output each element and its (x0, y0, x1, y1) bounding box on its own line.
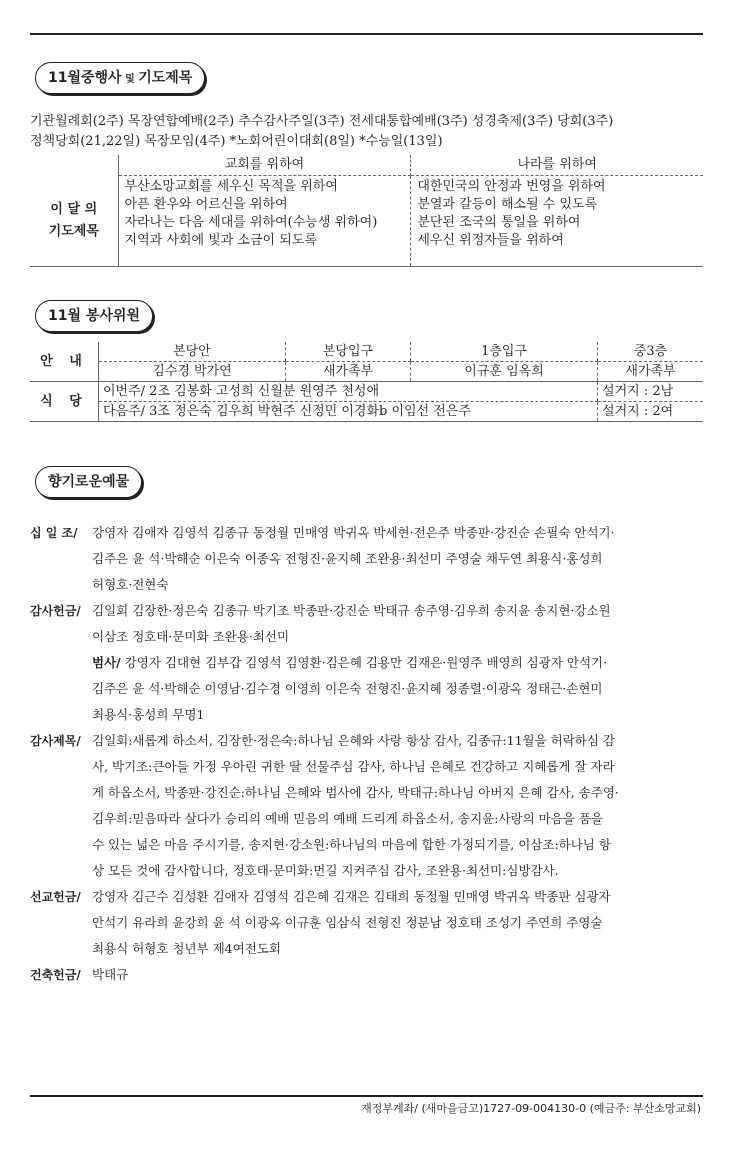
top-rule (30, 33, 703, 35)
guide-value: 새가족부 (598, 362, 703, 382)
offering-line (92, 806, 704, 832)
offering-line (92, 832, 704, 858)
offering-block (30, 728, 703, 884)
col2-item: 분단된 조국의 통일을 위하여 (417, 215, 581, 230)
offering-text: 김주은 윤 석·박해순 이영남·김수경 이영희 이은숙 전형진·윤지혜 정종렬·이광옥 정태근·손현미 (92, 681, 603, 696)
offering-block (30, 598, 703, 650)
events-line-2: 정책당회(21,22일) 목장모임(4주) *노회어린이대회(8일) *수능일(13일) (30, 134, 443, 149)
kitchen-note: 설거지 : 2여 (598, 402, 703, 422)
offering-text: 김일회 김장한·정은숙 김종규 박기조 박종판·강진순 박태규 송주영·김우희 송지윤 송지현·강소원 (92, 603, 611, 618)
col1-list (118, 176, 411, 267)
offering-line (92, 780, 704, 806)
guide-value: 이규훈 임옥희 (411, 362, 598, 382)
col2-header: 나라를 위하여 (411, 155, 703, 176)
col2-item: 대한민국의 안정과 번영을 위하여 (417, 179, 606, 194)
volunteer-table (30, 342, 703, 422)
offering-block (30, 884, 703, 962)
kitchen-label: 식 당 (30, 382, 99, 422)
offering-line (92, 650, 704, 676)
title-small: 및 (121, 74, 139, 85)
offering-text: 게 하옵소서, 박종판·강진순:하나님 은혜와 범사에 감사, 박태규:하나님 아버지 은혜 감사, 송주영· (92, 785, 619, 800)
offering-label: 선교헌금/ (30, 890, 81, 904)
offering-label: 감사제목/ (30, 734, 81, 748)
offering-line (92, 598, 704, 624)
title-end: 기도제목 (138, 70, 193, 86)
guide-header: 본당안 (99, 342, 286, 362)
guide-header: 1층입구 (411, 342, 598, 362)
col1-header: 교회를 위하여 (118, 155, 411, 176)
offering-text: 강영자 김근수 김성환 김애자 김영석 김은혜 김재은 김태희 동정월 민매영 박귀옥 박종판 심광자 (92, 889, 611, 904)
offering-text: 김주은 윤 석·박해순 이은숙 이종옥 전형진·윤지혜 조완용·최선미 주영술 채두연 최용식·홍성희 (92, 551, 603, 566)
col1-item: 지역과 사회에 빛과 소금이 되도록 (124, 233, 317, 248)
offering-label: 감사헌금/ (30, 604, 81, 618)
offering-line (92, 702, 704, 728)
offering-line (92, 858, 704, 884)
col1-item: 자라나는 다음 세대를 위하여(수능생 위하여) (124, 215, 378, 230)
kitchen-note: 설거지 : 2남 (598, 382, 703, 402)
guide-header: 중3층 (598, 342, 703, 362)
offering-text: 사, 박기조:큰아들 가정 우아린 귀한 딸 선물주심 감사, 하나님 은혜로 건강하고 지혜롭게 잘 자라 (92, 759, 615, 774)
offering-text: 박태규 (92, 967, 129, 982)
offering-line (92, 624, 704, 650)
section-title-events (35, 62, 205, 94)
offering-text: 김일회:새롭게 하소서, 김장한·정은숙:하나님 은혜와 사랑 항상 감사, 김종규:11월을 허락하심 감 (92, 733, 615, 748)
offering-text: 상 모든 것에 감사합니다, 정호태·문미화:먼길 지켜주심 감사, 조완용·최선미:심방감사. (92, 863, 559, 878)
guide-header: 본당입구 (285, 342, 410, 362)
offering-line (92, 884, 704, 910)
offering-sub-label: 범사/ (92, 655, 121, 670)
offering-line (92, 676, 704, 702)
kitchen-row: 이번주/ 2조 김봉화 고성희 신월분 원영주 천성애 (99, 382, 598, 402)
col1-item: 아픈 환우와 어르신을 위하여 (124, 197, 288, 212)
offering-text: 최용식 허형호 청년부 제4여전도회 (92, 941, 281, 956)
offering-line (92, 910, 704, 936)
account-footer: 재정부계좌/ (새마을금고)1727-09-004130-0 (예금주: 부산소망교회) (361, 1102, 701, 1115)
offering-line (92, 520, 704, 546)
offering-line (92, 546, 704, 572)
col2-item: 세우신 위정자들을 위하여 (417, 233, 564, 248)
events-line-1: 기관월례회(2주) 목장연합예배(2주) 추수감사주일(3주) 전세대통합예배(3주) 성경축제(3주) 당회(3주) (30, 114, 614, 129)
offering-text: 허형호·전현숙 (92, 577, 169, 592)
offering-text: 안석기 유라희 윤강희 윤 석 이광옥 이규훈 임삼식 전형진 정분남 정호태 조성기 주연희 주영술 (92, 915, 603, 930)
offering-label: 십 일 조/ (30, 526, 78, 540)
offering-line (92, 936, 704, 962)
offering-text: 이삼조 정호태·문미화 조완용·최선미 (92, 629, 290, 644)
offering-block (30, 962, 703, 988)
prayer-table (30, 155, 703, 267)
offering-text: 최용식·홍성희 무명1 (92, 707, 205, 722)
guide-value: 김수경 박가연 (99, 362, 286, 382)
section-title-offerings: 향기로운예물 (35, 466, 142, 498)
offering-text: 김우희:믿음따라 살다가 승리의 예배 믿음의 예배 드리게 하옵소서, 송지윤:사랑의 마음을 품을 (92, 811, 603, 826)
offering-text: 강영자 김대현 김부갑 김영석 김영환·김은혜 김용만 김재은·원영주 배영희 심광자 안석기· (120, 655, 608, 670)
offering-line (92, 728, 704, 754)
offering-line (92, 962, 704, 988)
guide-label: 안 내 (30, 342, 99, 382)
offering-line (92, 754, 704, 780)
bottom-rule (30, 1095, 703, 1097)
offering-label: 건축헌금/ (30, 968, 81, 982)
kitchen-row: 다음주/ 3조 정은숙 김우희 박현주 신정민 이경화b 이임선 전은주 (99, 402, 598, 422)
offering-block (30, 520, 703, 598)
col1-item: 부산소망교회를 세우신 목적을 위하여 (124, 179, 338, 194)
offering-line (92, 572, 704, 598)
offering-text: 수 있는 넓은 마음 주시기를, 송지현·강소원:하나님의 마음에 합한 가정되기를, 이삼조:하나님 항 (92, 837, 611, 852)
offering-text: 강영자 김애자 김영석 김종규 동정월 민매영 박귀옥 박세현·전은주 박종판·강진순 손필숙 안석기· (92, 525, 615, 540)
title-main: 11월중행사 (48, 70, 122, 86)
guide-value: 새가족부 (285, 362, 410, 382)
prayer-label: 이 달 의 기도제목 (30, 176, 118, 267)
col2-item: 분열과 갈등이 해소될 수 있도록 (417, 197, 598, 212)
section-title-volunteers: 11월 봉사위원 (35, 300, 153, 332)
offering-block (30, 650, 703, 728)
col2-list (411, 176, 703, 267)
